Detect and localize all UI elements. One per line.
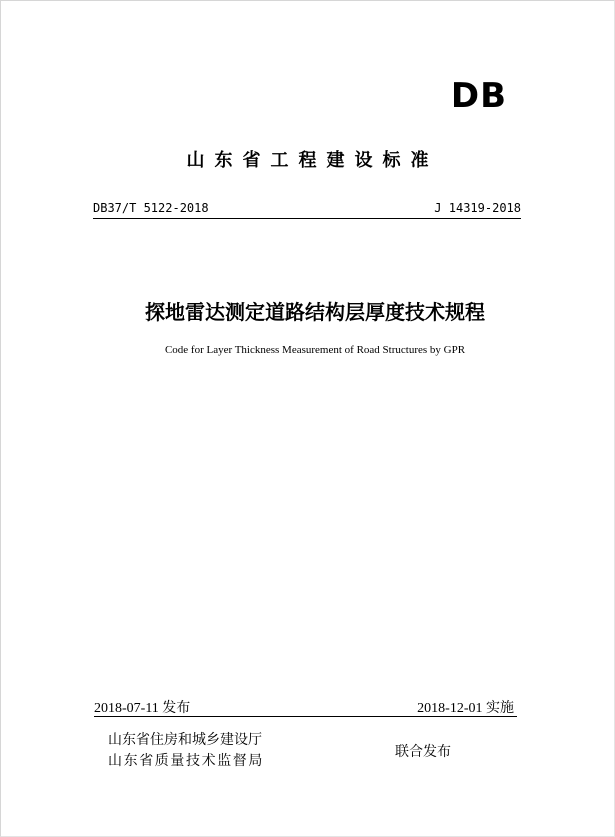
date-row: [94, 697, 517, 717]
issuer-line-1: 山东省住房和城乡建设厅: [108, 732, 262, 748]
issuing-authorities: [108, 730, 264, 772]
joint-issue-label: 联合发布: [395, 744, 451, 760]
code-row: [93, 201, 521, 219]
issue-date: 2018-07-11 发布: [94, 701, 191, 716]
implementation-date: 2018-12-01 实施: [417, 701, 514, 716]
standard-number: DB37/T 5122-2018: [93, 201, 209, 215]
db-logo: DB: [450, 76, 507, 116]
document-title-chinese: 探地雷达测定道路结构层厚度技术规程: [145, 300, 485, 324]
document-title-english: Code for Layer Thickness Measurement of Road Structures by GPR: [164, 344, 466, 356]
standard-type-heading: 山东省工程建设标准: [186, 150, 439, 171]
issuer-line-2: 山东省质量技术监督局: [108, 753, 264, 769]
record-number: J 14319-2018: [434, 201, 521, 215]
